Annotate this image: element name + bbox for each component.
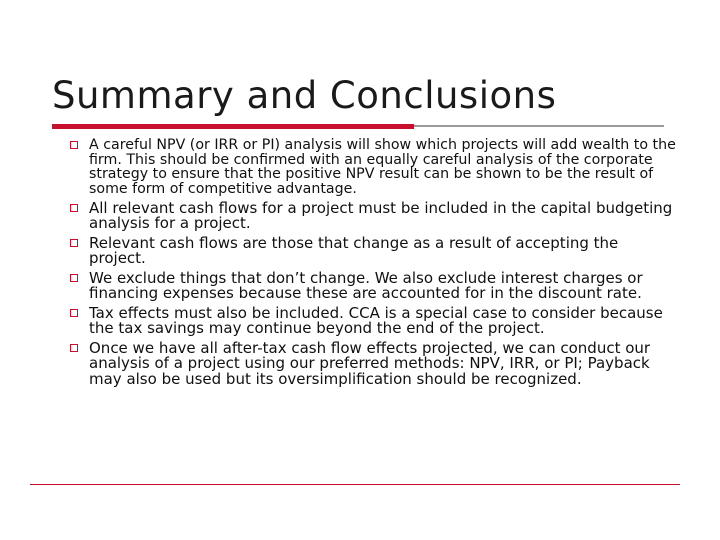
- bullet-list: [89, 138, 679, 387]
- bullet-item: All relevant cash flows for a project must be included in the capital budgeting analysis for a project.: [89, 201, 679, 232]
- bullet-item: Relevant cash flows are those that change as a result of accepting the project.: [89, 236, 679, 267]
- bullet-item: Tax effects must also be included. CCA is a special case to consider because the tax savings may continue beyond the end of the project.: [89, 306, 679, 337]
- footer-rule: [30, 484, 680, 485]
- bullet-item: Once we have all after-tax cash flow effects projected, we can conduct our analysis of a project using our preferred methods: NPV, IRR, or PI; Payback may also be used but its oversimplification should be recognized.: [89, 341, 679, 388]
- title-accent-bar: [52, 124, 414, 129]
- bullet-item: We exclude things that don’t change. We also exclude interest charges or financing expenses because these are accounted for in the discount rate.: [89, 271, 679, 302]
- bullet-item: A careful NPV (or IRR or PI) analysis will show which projects will add wealth to the firm. This should be confirmed with an equally careful analysis of the corporate strategy to ensure that the positive NPV result can be shown to be the result of some form of competitive advantage.: [89, 138, 679, 197]
- slide-title: Summary and Conclusions: [52, 74, 557, 117]
